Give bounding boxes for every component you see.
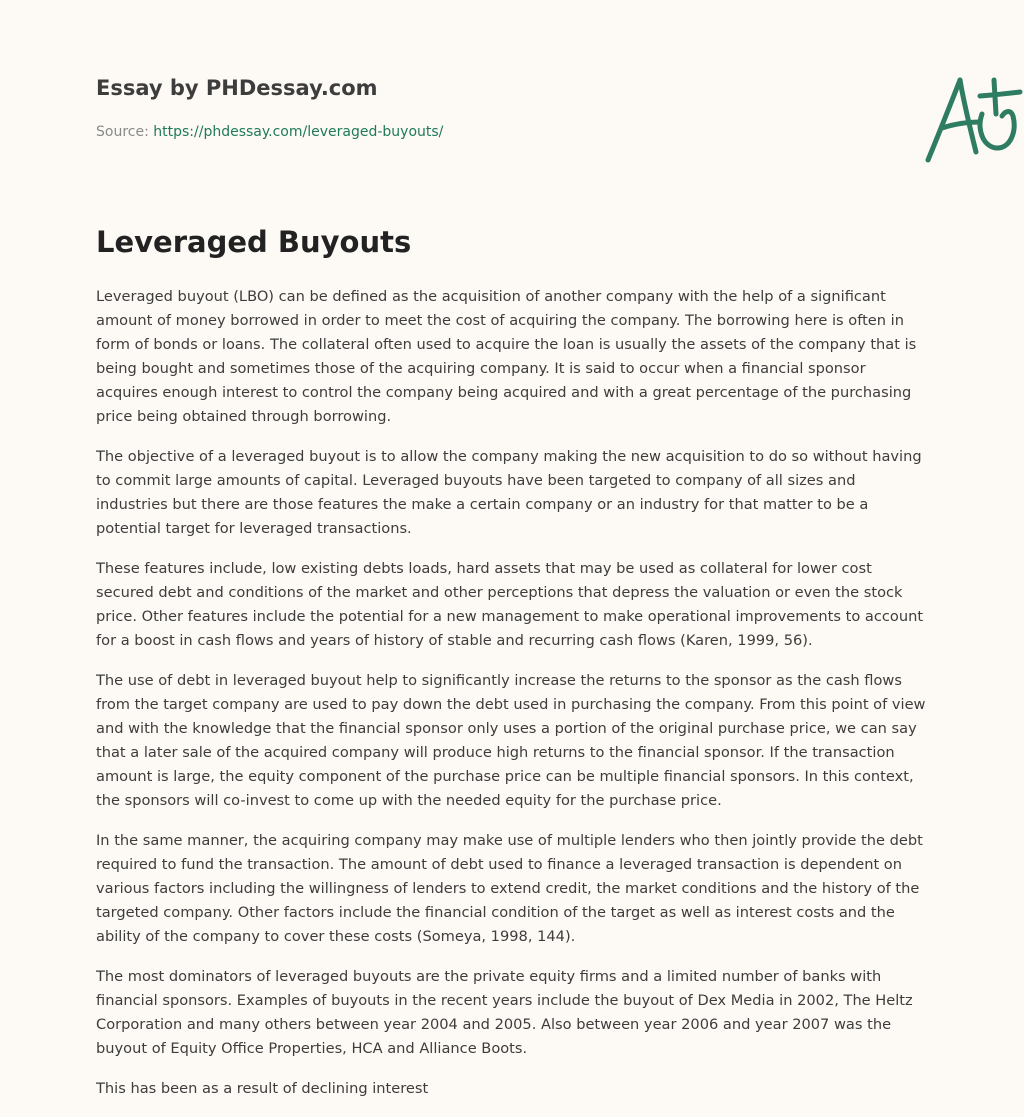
essay-paragraph: The most dominators of leveraged buyouts are the private equity firms and a limited number of banks with financial sponsors. Examples of buyouts in the recent years include the buyout of Dex Media in 2002, The Heltz Corporation and many others between year 2004 and 2005. Also between year 2006 and year 2007 was the buyout of Equity Office Properties, HCA and Alliance Boots. — [96, 968, 913, 1057]
essay-paragraph: In the same manner, the acquiring company may make use of multiple lenders who then jointly provide the debt required to fund the transaction. The amount of debt used to finance a leveraged transaction is dependent on various factors including the willingness of lenders to extend credit, the market conditions and the history of the targeted company. Other factors include the financial condition of the target as well as interest costs and the ability of the company to cover these costs (Someya, 1998, 144). — [96, 832, 923, 945]
brand-title: Essay by PHDessay.com — [96, 76, 378, 100]
essay-title: Leveraged Buyouts — [96, 225, 412, 259]
essay-paragraph: Leveraged buyout (LBO) can be defined as the acquisition of another company with the help of a significant amount of money borrowed in order to meet the cost of acquiring the company. The borrowing here is often in form of bonds or loans. The collateral often used to acquire the loan is usually the assets of the company that is being bought and sometimes those of the acquiring company. It is said to occur when a financial sponsor acquires enough interest to control the company being acquired and with a great percentage of the purchasing price being obtained through borrowing. — [96, 288, 917, 425]
essay-paragraph: This has been as a result of declining interest — [96, 1080, 429, 1097]
essay-paragraph: These features include, low existing debts loads, hard assets that may be used as collateral for lower cost secured debt and conditions of the market and other perceptions that depress the valuation or even the stock price. Other features include the potential for a new management to make operational improvements to account for a boost in cash flows and years of history of stable and recurring cash flows (Karen, 1999, 56). — [96, 560, 924, 649]
source-label: Source: — [96, 124, 149, 140]
essay-paragraph: The objective of a leveraged buyout is to allow the company making the new acquisition to do so without having to commit large amounts of capital. Leveraged buyouts have been targeted to company of all sizes and industries but there are those features the make a certain company or an industry for that matter to be a potential target for leveraged transactions. — [96, 448, 922, 537]
essay-paragraph: The use of debt in leveraged buyout help to significantly increase the returns to the sponsor as the cash flows from the target company are used to pay down the debt used in purchasing the company. From this point of view and with the knowledge that the financial sponsor only uses a portion of the original purchase price, we can say that a later sale of the acquired company will produce high returns to the financial sponsor. If the transaction amount is large, the equity component of the purchase price can be multiple financial sponsors. In this context, the sponsors will co-invest to come up with the needed equity for the purchase price. — [96, 672, 926, 809]
a-plus-grade-icon — [916, 66, 1024, 170]
source-link[interactable]: https://phdessay.com/leveraged-buyouts/ — [153, 124, 444, 140]
source-line — [96, 124, 443, 140]
essay-body — [96, 285, 928, 1117]
